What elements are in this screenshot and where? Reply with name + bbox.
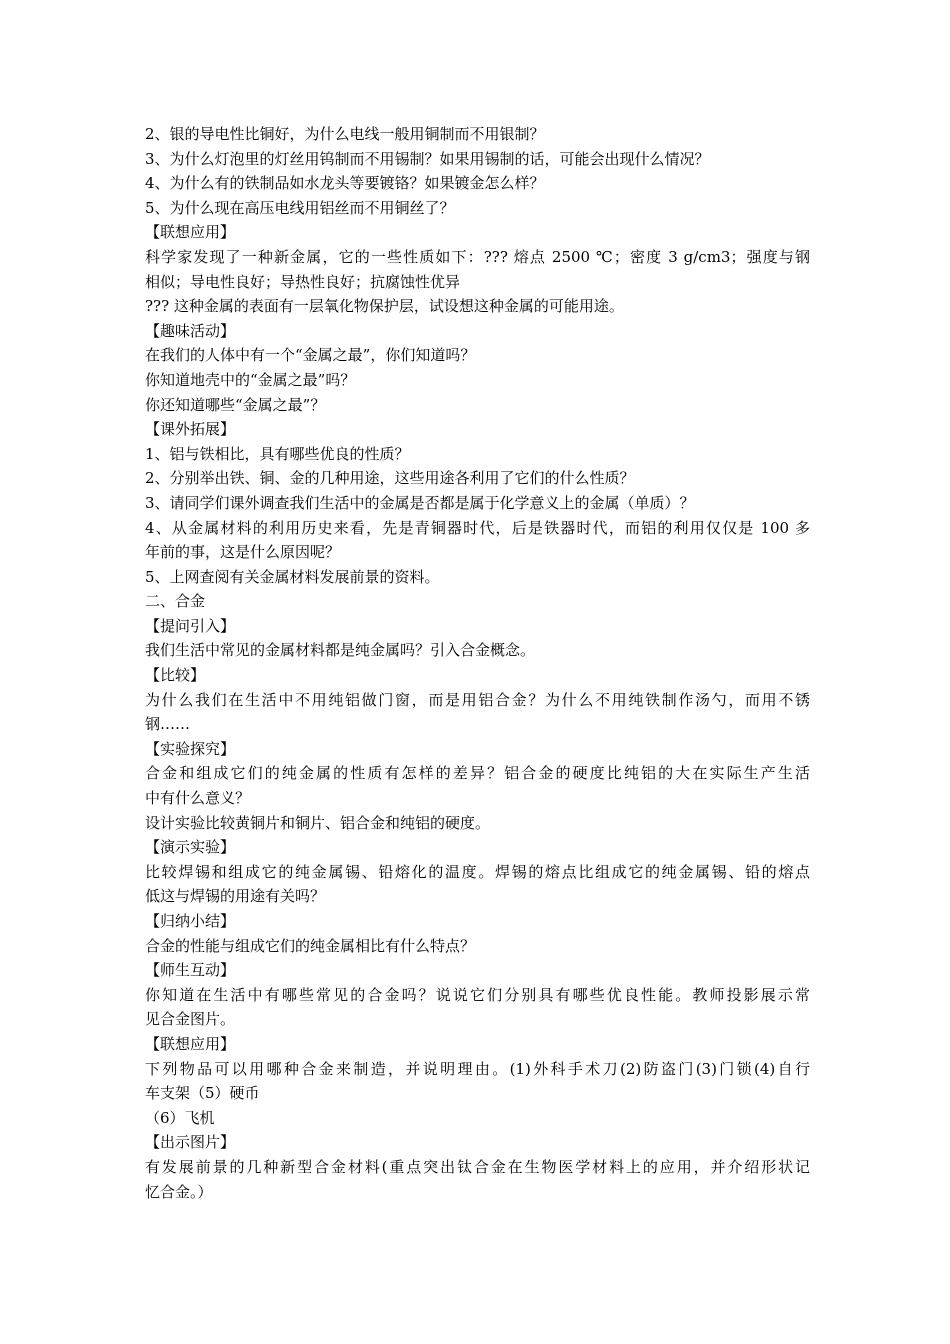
text-line: ??? 这种金属的表面有一层氧化物保护层，试设想这种金属的可能用途。: [145, 297, 624, 316]
text-line: 车支架（5）硬币: [145, 1084, 260, 1103]
text-line: 合金的性能与组成它们的纯金属相比有什么特点？: [145, 936, 476, 955]
text-line: 二、合金: [145, 592, 206, 611]
document-body: [145, 122, 810, 1204]
text-line: 2、分别举出铁、铜、金的几种用途，这些用途各利用了它们的什么性质？: [145, 469, 635, 488]
text-line: 设计实验比较黄铜片和铜片、铝合金和纯铝的硬度。: [145, 813, 491, 832]
text-line: 你还知道哪些“金属之最”？: [145, 395, 326, 414]
text-line: 你知道在生活中有哪些常见的合金吗？说说它们分别具有哪些优良性能。教师投影展示常: [145, 985, 810, 1004]
text-line: 比较焊锡和组成它的纯金属锡、铅熔化的温度。焊锡的熔点比组成它的纯金属锡、铅的熔点: [145, 862, 810, 881]
text-line: 我们生活中常见的金属材料都是纯金属吗？引入合金概念。: [145, 641, 536, 660]
text-line: 忆合金。）: [145, 1182, 213, 1201]
text-line: 2、银的导电性比铜好，为什么电线一般用铜制而不用银制？: [145, 125, 545, 143]
text-line: 见合金图片。: [145, 1010, 236, 1029]
text-line: 你知道地壳中的“金属之最”吗？: [145, 370, 356, 389]
text-line: （6）飞机: [145, 1108, 215, 1127]
text-line: 【演示实验】: [145, 838, 236, 857]
text-line: 科学家发现了一种新金属，它的一些性质如下：??? 熔点 2500 ℃；密度 3 g/cm3；强度与钢: [145, 247, 810, 266]
text-line: 【归纳小结】: [145, 912, 236, 930]
text-line: 为什么我们在生活中不用纯铝做门窗，而是用铝合金？为什么不用纯铁制作汤勺，而用不锈: [145, 690, 810, 709]
text-line: 【课外拓展】: [145, 420, 236, 439]
text-line: 有发展前景的几种新型合金材料(重点突出钛合金在生物医学材料上的应用，并介绍形状记: [145, 1157, 810, 1176]
text-line: 【联想应用】: [145, 1034, 236, 1053]
text-line: 低这与焊锡的用途有关吗？: [145, 887, 326, 906]
text-line: 5、为什么现在高压电线用铝丝而不用铜丝了？: [145, 198, 455, 217]
text-line: 【比较】: [145, 666, 206, 685]
text-line: 中有什么意义？: [145, 789, 251, 808]
text-line: 3、请同学们课外调查我们生活中的金属是否都是属于化学意义上的金属（单质）？: [145, 493, 695, 512]
text-line: 【趣味活动】: [145, 321, 236, 340]
text-line: 下列物品可以用哪种合金来制造，并说明理由。(1)外科手术刀(2)防盗门(3)门锁(4)自行: [145, 1059, 810, 1078]
text-line: 钢……: [145, 715, 191, 734]
text-line: 3、为什么灯泡里的灯丝用钨制而不用锡制？如果用锡制的话，可能会出现什么情况？: [145, 149, 710, 168]
text-line: 【出示图片】: [145, 1133, 236, 1152]
text-line: 【师生互动】: [145, 961, 236, 980]
text-line: 合金和组成它们的纯金属的性质有怎样的差异？铝合金的硬度比纯铝的大在实际生产生活: [145, 764, 810, 783]
text-line: 在我们的人体中有一个“金属之最”，你们知道吗？: [145, 346, 476, 365]
text-line: 4、为什么有的铁制品如水龙头等要镀铬？如果镀金怎么样？: [145, 174, 545, 193]
text-line: 1、铝与铁相比，具有哪些优良的性质？: [145, 444, 410, 463]
text-line: 【提问引入】: [145, 616, 236, 635]
text-line: 相似；导电性良好；导热性良好；抗腐蚀性优异: [145, 272, 461, 291]
text-line: 年前的事，这是什么原因呢？: [145, 543, 341, 562]
text-line: 【联想应用】: [145, 223, 236, 242]
text-line: 5、上网查阅有关金属材料发展前景的资料。: [145, 567, 440, 586]
text-line: 【实验探究】: [145, 739, 236, 758]
text-line: 4、从金属材料的利用历史来看，先是青铜器时代，后是铁器时代，而铝的利用仅仅是 100 多: [145, 518, 810, 537]
